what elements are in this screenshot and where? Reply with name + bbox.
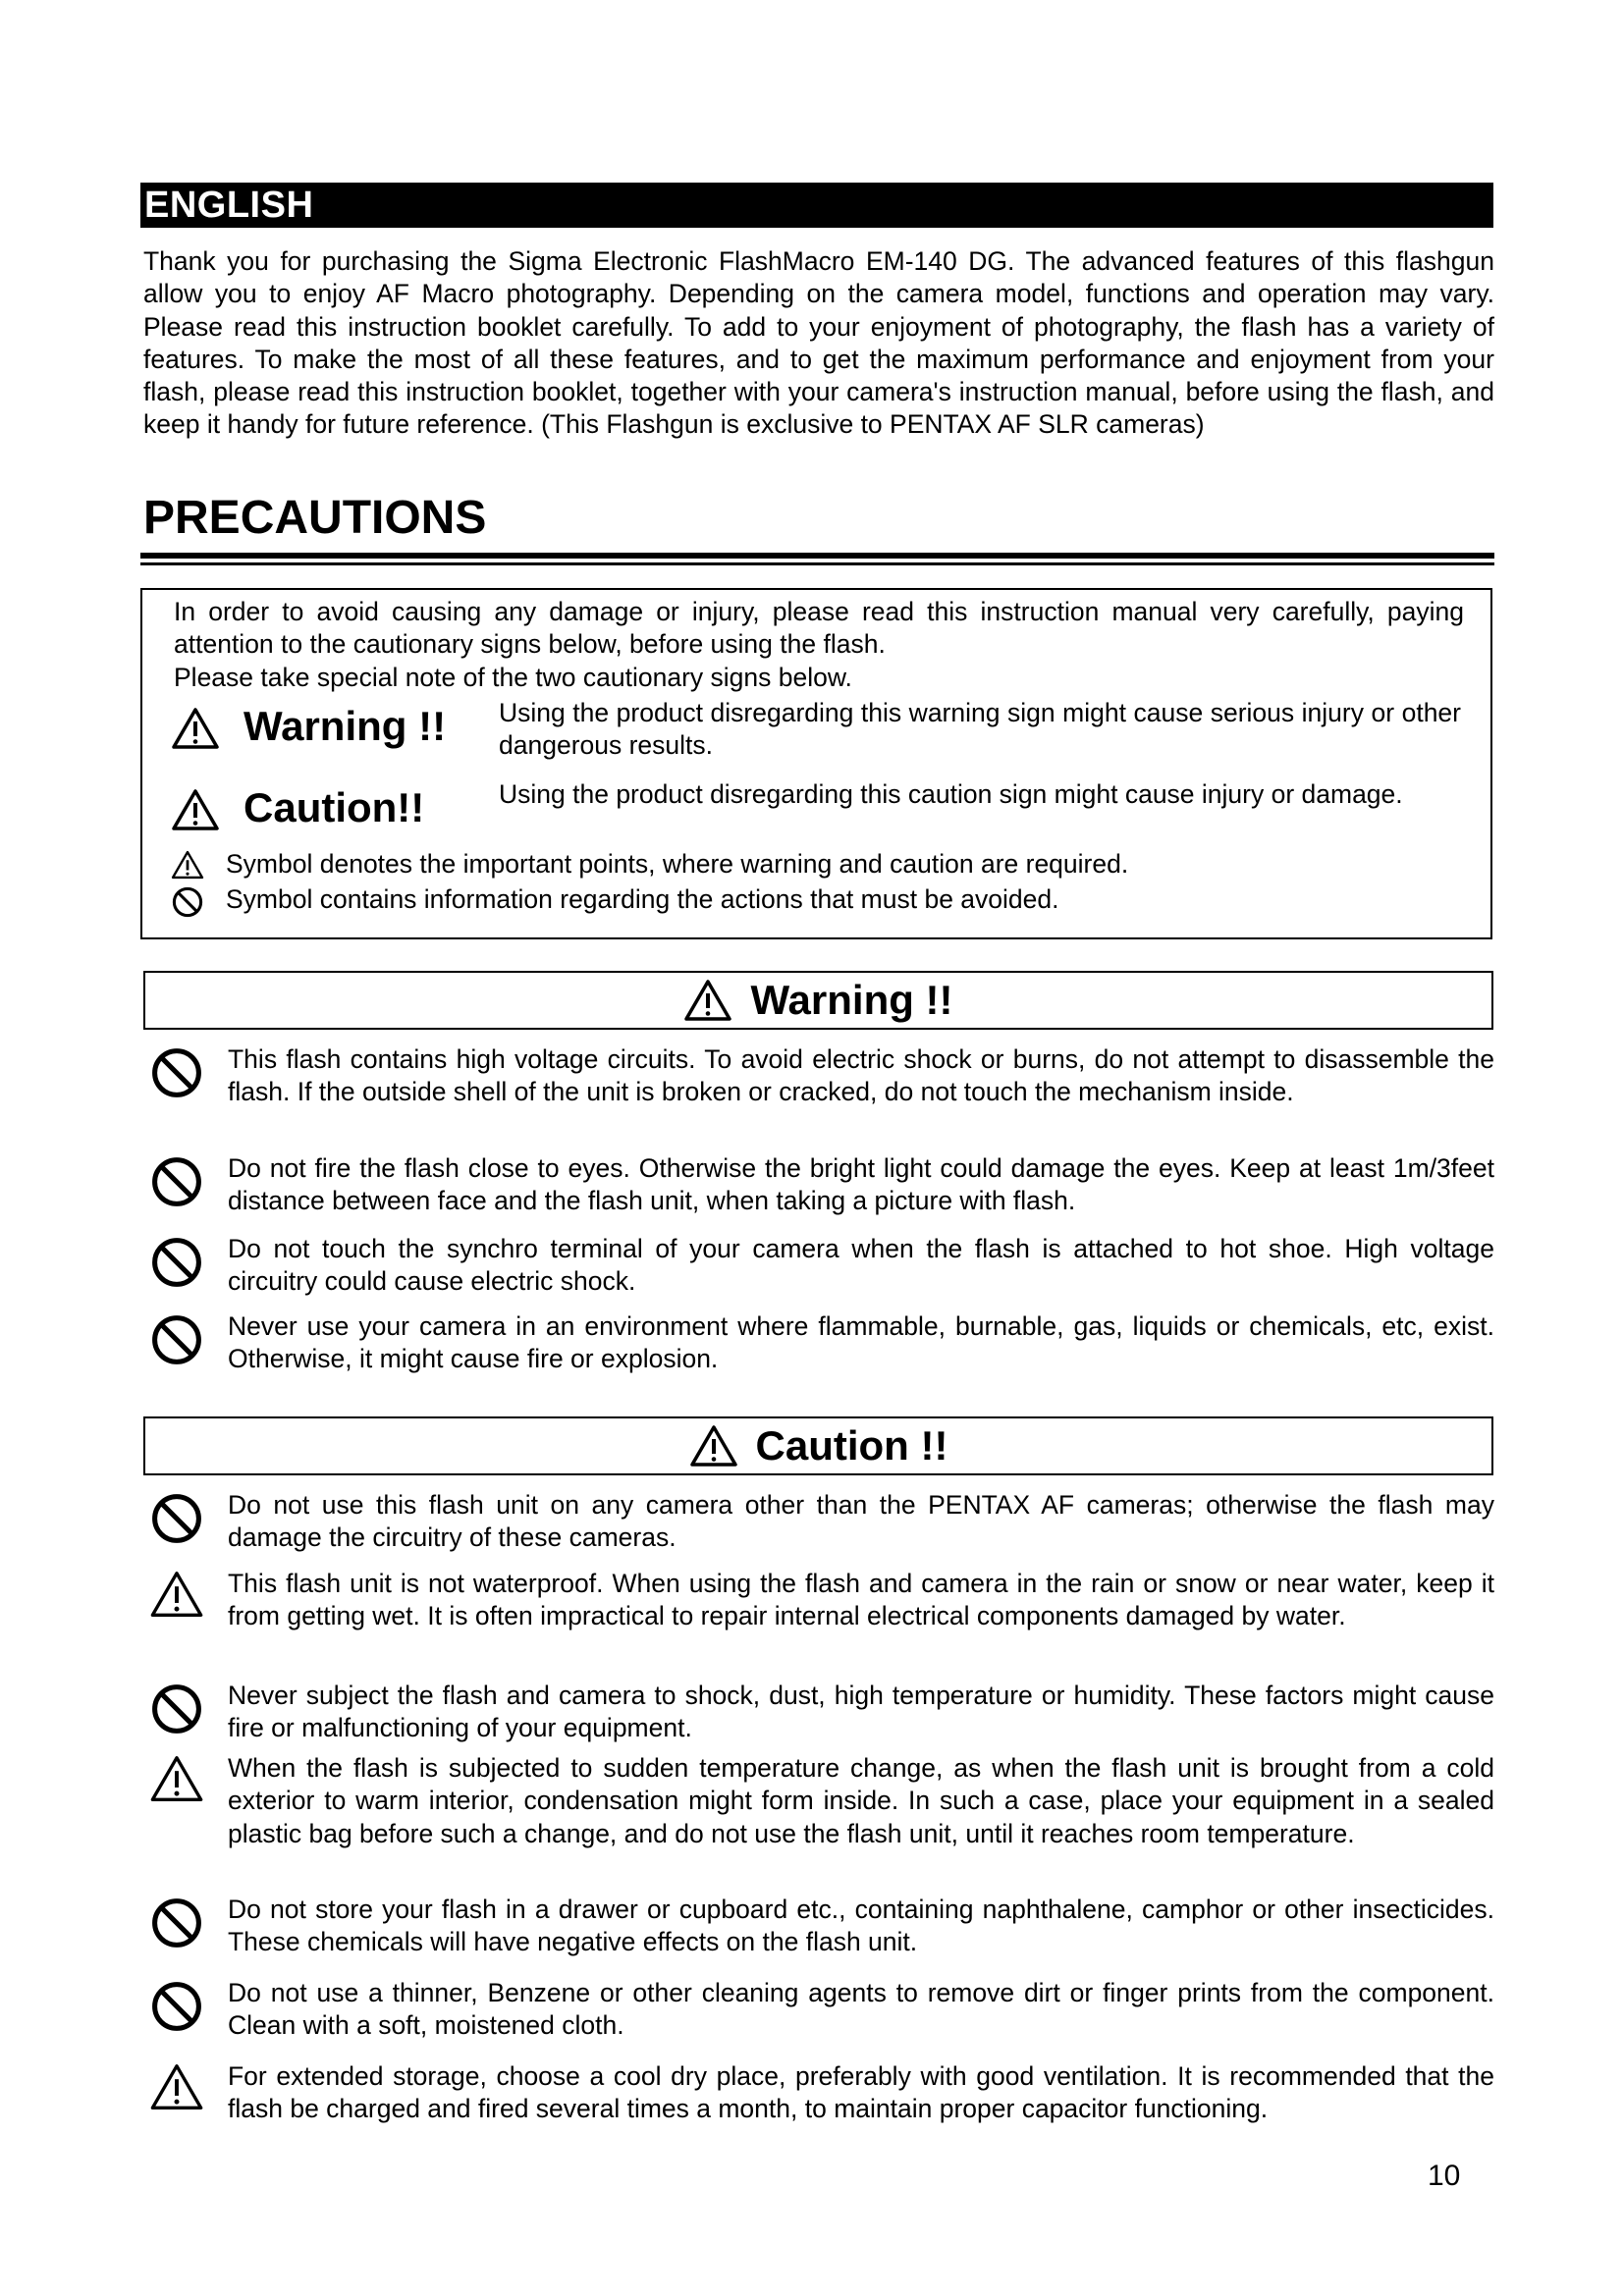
- caution-item-text: Do not use a thinner, Benzene or other cleaning agents to remove dirt or finger prints from the component. Clean with a soft, moistened cloth.: [228, 1978, 1494, 2041]
- warning-sign-label: Warning !!: [244, 703, 447, 749]
- prohibition-icon: [149, 1682, 204, 1736]
- warning-triangle-icon: [149, 2062, 204, 2111]
- warning-item-text: Do not touch the synchro terminal of your camera when the flash is attached to hot shoe. High voltage circuitry could cause electric shock.: [228, 1234, 1494, 1297]
- symbol-triangle-text: Symbol denotes the important points, where warning and caution are required.: [226, 849, 1129, 879]
- prohibition-icon: [149, 1235, 204, 1290]
- warning-item-text: This flash contains high voltage circuits. To avoid electric shock or burns, do not attempt to disassemble the flash. If the outside shell of the unit is broken or cracked, do not touch the mechanism inside.: [228, 1044, 1494, 1107]
- caution-item-text: Never subject the flash and camera to shock, dust, high temperature or humidity. These factors might cause fire or malfunctioning of your equipment.: [228, 1681, 1494, 1743]
- warning-triangle-icon: [149, 1570, 204, 1619]
- symbol-prohibit-text: Symbol contains information regarding the actions that must be avoided.: [226, 884, 1059, 914]
- prohibition-icon: [149, 1154, 204, 1209]
- warning-triangle-icon: [689, 1424, 738, 1468]
- warning-section-header: [143, 971, 1493, 1030]
- warning-item-text: Never use your camera in an environment where flammable, burnable, gas, liquids or chemicals, etc, exist. Otherwise, it might cause fire or explosion.: [228, 1311, 1494, 1374]
- notice-line-1: In order to avoid causing any damage or injury, please read this instruction manual very carefully, paying attention to the cautionary signs below, before using the flash.: [174, 597, 1464, 660]
- caution-sign-description: Using the product disregarding this caution sign might cause injury or damage.: [499, 779, 1403, 809]
- warning-section-title: Warning !!: [750, 977, 953, 1023]
- warning-item-text: Do not fire the flash close to eyes. Otherwise the bright light could damage the eyes. Keep at least 1m/3feet distance between face and the flash unit, when taking a picture with flash.: [228, 1153, 1494, 1216]
- caution-section-title: Caution !!: [755, 1422, 948, 1468]
- warning-triangle-icon: [149, 1754, 204, 1803]
- prohibition-icon: [171, 885, 204, 919]
- caution-item-text: When the flash is subjected to sudden temperature change, as when the flash unit is brought from a cold exterior to warm interior, condensation might form inside. In such a case, place your equipment in a sealed plastic bag before such a change, and do not use the flash unit, until it reaches room temperature.: [228, 1753, 1494, 1848]
- prohibition-icon: [149, 1491, 204, 1546]
- title-rule-thin: [140, 562, 1494, 565]
- prohibition-icon: [149, 1312, 204, 1367]
- caution-sign-label: Caution!!: [244, 784, 425, 830]
- caution-item-text: Do not use this flash unit on any camera other than the PENTAX AF cameras; otherwise the flash may damage the circuitry of these cameras.: [228, 1490, 1494, 1553]
- warning-triangle-icon: [171, 707, 220, 750]
- warning-sign-description: Using the product disregarding this warning sign might cause serious injury or other dangerous results.: [499, 698, 1461, 761]
- caution-item-text: This flash unit is not waterproof. When using the flash and camera in the rain or snow or near water, keep it from getting wet. It is often impractical to repair internal electrical components damaged by water.: [228, 1569, 1494, 1631]
- caution-item-text: For extended storage, choose a cool dry place, preferably with good ventilation. It is recommended that the flash be charged and fired several times a month, to maintain proper capacitor functioning.: [228, 2061, 1494, 2124]
- title-rule-thick: [140, 553, 1494, 559]
- notice-line-2: Please take special note of the two cautionary signs below.: [174, 662, 852, 692]
- prohibition-icon: [149, 1979, 204, 2034]
- caution-item-text: Do not store your flash in a drawer or cupboard etc., containing naphthalene, camphor or other insecticides. These chemicals will have negative effects on the flash unit.: [228, 1895, 1494, 1957]
- intro-paragraph: Thank you for purchasing the Sigma Electronic FlashMacro EM-140 DG. The advanced features of this flashgun allow you to enjoy AF Macro photography. Depending on the camera model, functions and operation may vary. Please read this instruction booklet carefully. To add to your enjoyment of photography, the flash has a variety of features. To make the most of all these features, and to get the maximum performance and enjoyment from your flash, please read this instruction booklet, together with your camera's instruction manual, before using the flash, and keep it handy for future reference. (This Flashgun is exclusive to PENTAX AF SLR cameras): [143, 246, 1494, 440]
- warning-triangle-icon: [171, 850, 204, 880]
- language-header: ENGLISH: [140, 183, 1493, 228]
- warning-triangle-icon: [171, 788, 220, 831]
- page-number: 10: [1428, 2160, 1461, 2192]
- warning-triangle-icon: [683, 979, 732, 1022]
- caution-section-header: [143, 1416, 1493, 1475]
- precautions-title: PRECAUTIONS: [143, 492, 487, 544]
- prohibition-icon: [149, 1045, 204, 1100]
- notice-intro: [174, 596, 1464, 694]
- prohibition-icon: [149, 1896, 204, 1950]
